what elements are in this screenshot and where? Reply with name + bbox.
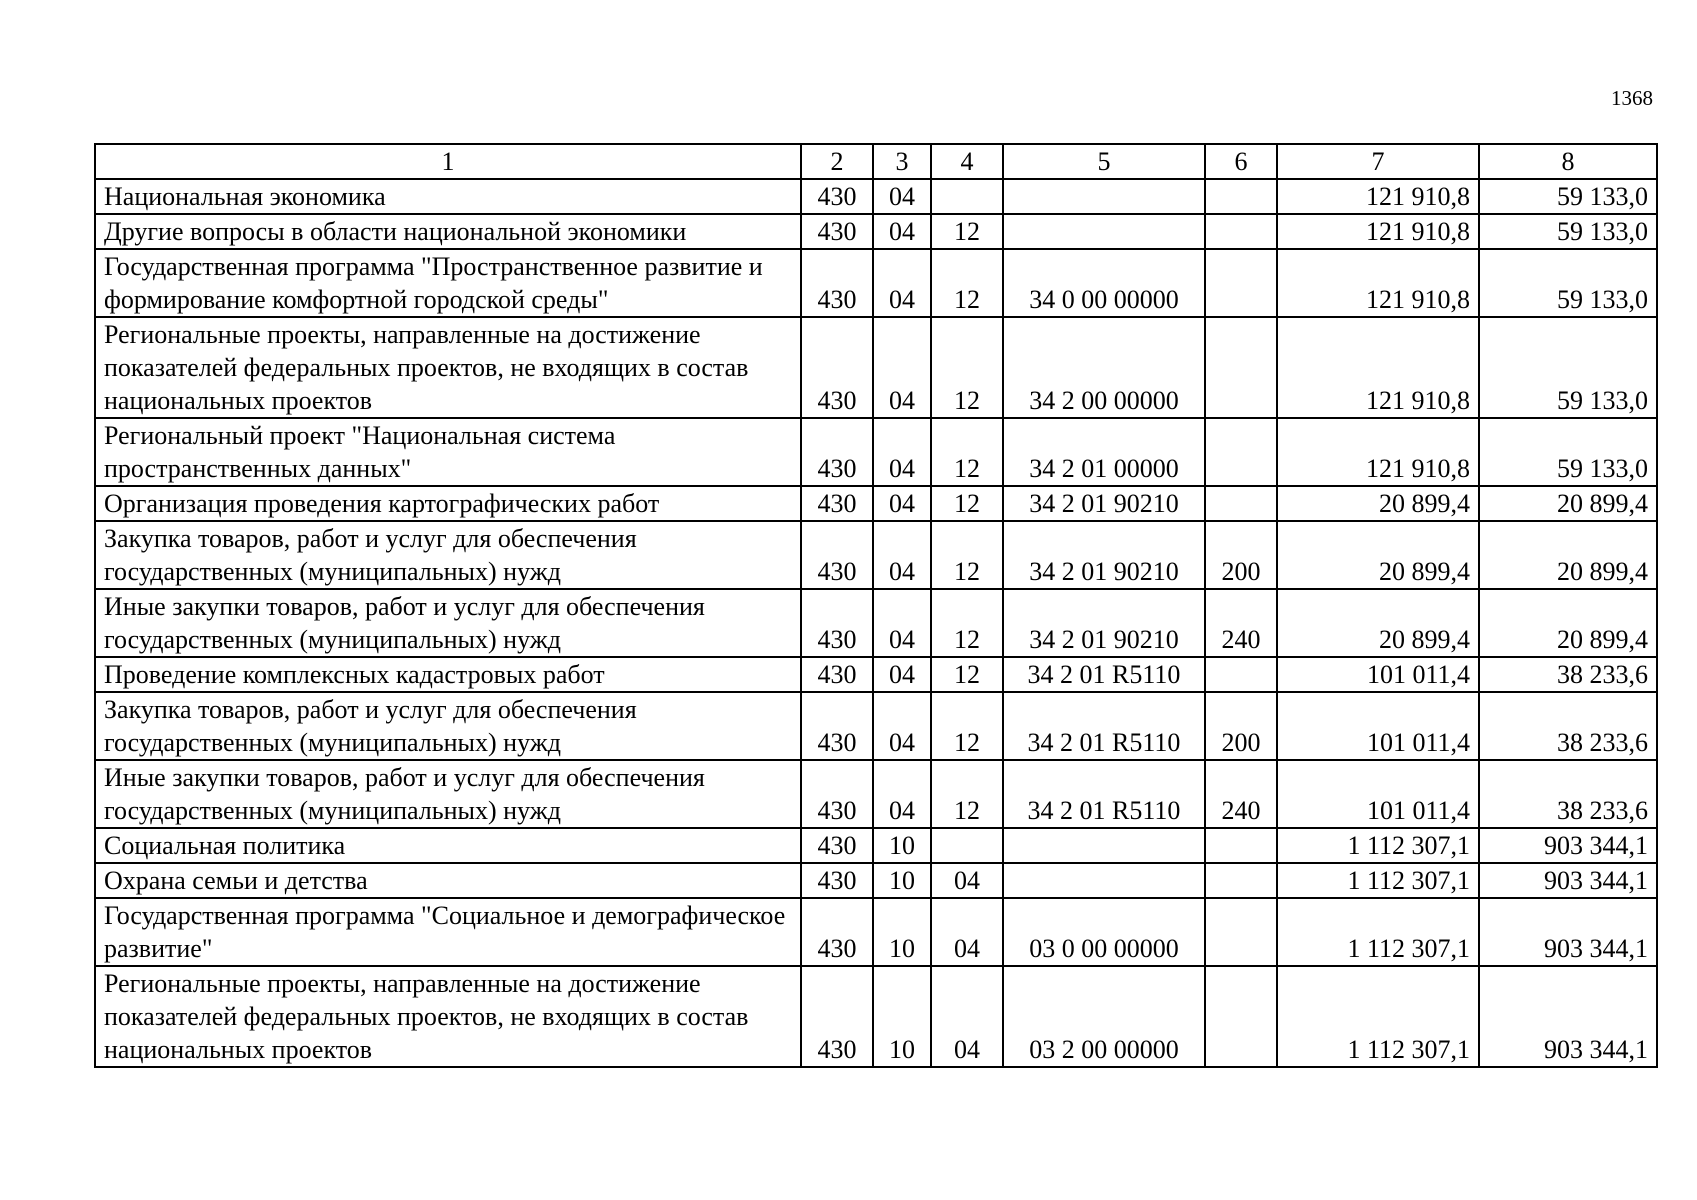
cell-col-5 [1003, 863, 1205, 898]
cell-col-8: 59 133,0 [1479, 179, 1657, 214]
table-row [95, 214, 1657, 249]
column-header: 7 [1277, 144, 1479, 179]
row-name-cell: Социальная политика [95, 828, 801, 863]
table-row [95, 966, 1657, 1067]
cell-col-3: 10 [873, 828, 931, 863]
cell-col-5: 03 2 00 00000 [1003, 966, 1205, 1067]
cell-col-2: 430 [801, 863, 873, 898]
cell-col-2: 430 [801, 179, 873, 214]
row-name-cell: Национальная экономика [95, 179, 801, 214]
cell-col-5 [1003, 828, 1205, 863]
cell-col-8: 59 133,0 [1479, 418, 1657, 486]
cell-col-6: 200 [1205, 521, 1277, 589]
table-body [95, 179, 1657, 1067]
cell-col-7: 1 112 307,1 [1277, 828, 1479, 863]
cell-col-7: 1 112 307,1 [1277, 898, 1479, 966]
row-name-cell: Государственная программа "Социальное и демографическое развитие" [95, 898, 801, 966]
cell-col-8: 59 133,0 [1479, 214, 1657, 249]
table-row [95, 249, 1657, 317]
cell-col-8: 903 344,1 [1479, 898, 1657, 966]
cell-col-6: 200 [1205, 692, 1277, 760]
row-name-cell: Проведение комплексных кадастровых работ [95, 657, 801, 692]
cell-col-2: 430 [801, 898, 873, 966]
cell-col-4 [931, 828, 1003, 863]
cell-col-3: 04 [873, 317, 931, 418]
cell-col-8: 903 344,1 [1479, 828, 1657, 863]
cell-col-7: 20 899,4 [1277, 589, 1479, 657]
cell-col-5: 34 2 00 00000 [1003, 317, 1205, 418]
row-name-cell: Иные закупки товаров, работ и услуг для обеспечения государственных (муниципальных) нужд [95, 760, 801, 828]
table-row [95, 317, 1657, 418]
cell-col-5: 34 2 01 90210 [1003, 521, 1205, 589]
row-name-cell: Другие вопросы в области национальной экономики [95, 214, 801, 249]
cell-col-6 [1205, 214, 1277, 249]
cell-col-2: 430 [801, 249, 873, 317]
table-row [95, 760, 1657, 828]
cell-col-6 [1205, 898, 1277, 966]
cell-col-3: 04 [873, 179, 931, 214]
cell-col-2: 430 [801, 828, 873, 863]
cell-col-6 [1205, 828, 1277, 863]
column-header: 8 [1479, 144, 1657, 179]
cell-col-2: 430 [801, 589, 873, 657]
cell-col-5: 34 0 00 00000 [1003, 249, 1205, 317]
cell-col-8: 903 344,1 [1479, 863, 1657, 898]
cell-col-4: 12 [931, 317, 1003, 418]
column-header: 4 [931, 144, 1003, 179]
cell-col-4: 12 [931, 418, 1003, 486]
cell-col-7: 101 011,4 [1277, 692, 1479, 760]
cell-col-2: 430 [801, 657, 873, 692]
cell-col-5: 34 2 01 R5110 [1003, 692, 1205, 760]
cell-col-7: 20 899,4 [1277, 486, 1479, 521]
cell-col-6 [1205, 863, 1277, 898]
table-row [95, 657, 1657, 692]
cell-col-4: 12 [931, 214, 1003, 249]
cell-col-3: 04 [873, 657, 931, 692]
column-header: 1 [95, 144, 801, 179]
cell-col-3: 04 [873, 214, 931, 249]
cell-col-3: 10 [873, 898, 931, 966]
row-name-cell: Организация проведения картографических работ [95, 486, 801, 521]
cell-col-2: 430 [801, 214, 873, 249]
cell-col-6 [1205, 249, 1277, 317]
cell-col-6 [1205, 657, 1277, 692]
cell-col-3: 04 [873, 589, 931, 657]
cell-col-3: 10 [873, 966, 931, 1067]
cell-col-8: 38 233,6 [1479, 760, 1657, 828]
row-name-cell: Государственная программа "Пространственное развитие и формирование комфортной городской среды" [95, 249, 801, 317]
table-row [95, 179, 1657, 214]
row-name-cell: Закупка товаров, работ и услуг для обеспечения государственных (муниципальных) нужд [95, 692, 801, 760]
cell-col-7: 1 112 307,1 [1277, 863, 1479, 898]
cell-col-7: 121 910,8 [1277, 179, 1479, 214]
cell-col-7: 101 011,4 [1277, 657, 1479, 692]
cell-col-5: 34 2 01 90210 [1003, 589, 1205, 657]
column-header: 2 [801, 144, 873, 179]
cell-col-4: 12 [931, 521, 1003, 589]
cell-col-4: 12 [931, 657, 1003, 692]
cell-col-5 [1003, 214, 1205, 249]
cell-col-2: 430 [801, 486, 873, 521]
cell-col-3: 04 [873, 760, 931, 828]
cell-col-3: 04 [873, 486, 931, 521]
cell-col-8: 38 233,6 [1479, 692, 1657, 760]
row-name-cell: Региональные проекты, направленные на достижение показателей федеральных проектов, не входящих в состав национальных проектов [95, 317, 801, 418]
cell-col-6: 240 [1205, 589, 1277, 657]
cell-col-4: 04 [931, 863, 1003, 898]
cell-col-4: 04 [931, 966, 1003, 1067]
cell-col-3: 04 [873, 249, 931, 317]
cell-col-6 [1205, 966, 1277, 1067]
row-name-cell: Иные закупки товаров, работ и услуг для обеспечения государственных (муниципальных) нужд [95, 589, 801, 657]
table-row [95, 418, 1657, 486]
cell-col-6 [1205, 486, 1277, 521]
cell-col-2: 430 [801, 692, 873, 760]
cell-col-4: 12 [931, 249, 1003, 317]
cell-col-4: 12 [931, 760, 1003, 828]
budget-table [94, 143, 1658, 1068]
cell-col-8: 20 899,4 [1479, 589, 1657, 657]
cell-col-7: 121 910,8 [1277, 418, 1479, 486]
cell-col-5: 03 0 00 00000 [1003, 898, 1205, 966]
cell-col-4 [931, 179, 1003, 214]
cell-col-5: 34 2 01 R5110 [1003, 760, 1205, 828]
cell-col-2: 430 [801, 521, 873, 589]
cell-col-3: 04 [873, 418, 931, 486]
cell-col-6 [1205, 418, 1277, 486]
cell-col-2: 430 [801, 760, 873, 828]
row-name-cell: Региональные проекты, направленные на достижение показателей федеральных проектов, не входящих в состав национальных проектов [95, 966, 801, 1067]
cell-col-8: 20 899,4 [1479, 521, 1657, 589]
cell-col-7: 121 910,8 [1277, 214, 1479, 249]
cell-col-2: 430 [801, 418, 873, 486]
cell-col-3: 04 [873, 521, 931, 589]
cell-col-4: 04 [931, 898, 1003, 966]
cell-col-8: 59 133,0 [1479, 317, 1657, 418]
cell-col-7: 1 112 307,1 [1277, 966, 1479, 1067]
table-row [95, 589, 1657, 657]
column-header: 3 [873, 144, 931, 179]
cell-col-5 [1003, 179, 1205, 214]
cell-col-8: 59 133,0 [1479, 249, 1657, 317]
cell-col-4: 12 [931, 486, 1003, 521]
cell-col-4: 12 [931, 589, 1003, 657]
cell-col-7: 101 011,4 [1277, 760, 1479, 828]
table-row [95, 692, 1657, 760]
cell-col-8: 903 344,1 [1479, 966, 1657, 1067]
cell-col-7: 20 899,4 [1277, 521, 1479, 589]
cell-col-6 [1205, 317, 1277, 418]
cell-col-7: 121 910,8 [1277, 317, 1479, 418]
cell-col-5: 34 2 01 90210 [1003, 486, 1205, 521]
row-name-cell: Региональный проект "Национальная система пространственных данных" [95, 418, 801, 486]
cell-col-3: 04 [873, 692, 931, 760]
cell-col-3: 10 [873, 863, 931, 898]
cell-col-2: 430 [801, 966, 873, 1067]
column-header: 5 [1003, 144, 1205, 179]
row-name-cell: Охрана семьи и детства [95, 863, 801, 898]
table-header-row [95, 144, 1657, 179]
cell-col-6 [1205, 179, 1277, 214]
cell-col-8: 20 899,4 [1479, 486, 1657, 521]
cell-col-5: 34 2 01 00000 [1003, 418, 1205, 486]
cell-col-6: 240 [1205, 760, 1277, 828]
cell-col-8: 38 233,6 [1479, 657, 1657, 692]
cell-col-5: 34 2 01 R5110 [1003, 657, 1205, 692]
page-number: 1368 [1611, 86, 1653, 110]
table-row [95, 521, 1657, 589]
cell-col-4: 12 [931, 692, 1003, 760]
table-row [95, 486, 1657, 521]
cell-col-7: 121 910,8 [1277, 249, 1479, 317]
row-name-cell: Закупка товаров, работ и услуг для обеспечения государственных (муниципальных) нужд [95, 521, 801, 589]
column-header: 6 [1205, 144, 1277, 179]
cell-col-2: 430 [801, 317, 873, 418]
table-row [95, 828, 1657, 863]
table-row [95, 863, 1657, 898]
table-row [95, 898, 1657, 966]
